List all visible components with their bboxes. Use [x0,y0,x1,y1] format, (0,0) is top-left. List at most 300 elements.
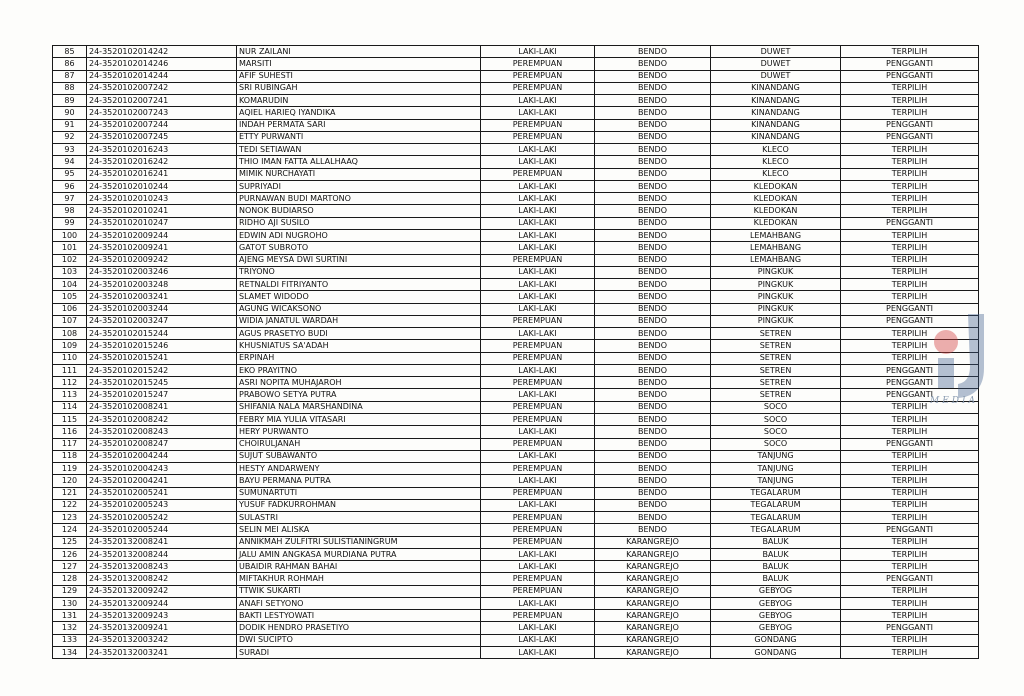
gender-cell: LAKI-LAKI [481,229,595,241]
row-number-cell: 125 [53,536,87,548]
member-table [52,45,979,659]
registration-id-cell: 24-3520102008242 [87,413,237,425]
registration-id-cell: 24-3520102005241 [87,487,237,499]
member-name-cell: SUMUNARTUTI [237,487,481,499]
district-cell: KARANGREJO [595,610,711,622]
member-name-cell: NONOK BUDIARSO [237,205,481,217]
district-cell: BENDO [595,254,711,266]
member-name-cell: SLAMET WIDODO [237,291,481,303]
village-cell: DUWET [711,58,841,70]
member-name-cell: AQIEL HARIEQ IYANDIKA [237,107,481,119]
district-cell: KARANGREJO [595,597,711,609]
status-cell: TERPILIH [841,499,979,511]
row-number-cell: 111 [53,364,87,376]
gender-cell: PEREMPUAN [481,536,595,548]
gender-cell: LAKI-LAKI [481,499,595,511]
row-number-cell: 107 [53,315,87,327]
status-cell: TERPILIH [841,144,979,156]
gender-cell: LAKI-LAKI [481,548,595,560]
village-cell: SETREN [711,328,841,340]
gender-cell: PEREMPUAN [481,168,595,180]
row-number-cell: 98 [53,205,87,217]
status-cell: TERPILIH [841,82,979,94]
registration-id-cell: 24-3520102007245 [87,131,237,143]
watermark-text: MEDIA [930,396,979,406]
table-row [53,487,979,499]
registration-id-cell: 24-3520102015241 [87,352,237,364]
district-cell: BENDO [595,499,711,511]
status-cell: TERPILIH [841,597,979,609]
registration-id-cell: 24-3520102005244 [87,524,237,536]
row-number-cell: 85 [53,46,87,58]
member-name-cell: RIDHO AJI SUSILO [237,217,481,229]
member-name-cell: TTWIK SUKARTI [237,585,481,597]
registration-id-cell: 24-3520102015245 [87,377,237,389]
district-cell: KARANGREJO [595,573,711,585]
village-cell: KLEDOKAN [711,205,841,217]
table-row [53,315,979,327]
row-number-cell: 92 [53,131,87,143]
village-cell: KLECO [711,156,841,168]
gender-cell: LAKI-LAKI [481,450,595,462]
status-cell: TERPILIH [841,95,979,107]
status-cell: TERPILIH [841,107,979,119]
registration-id-cell: 24-3520102004243 [87,463,237,475]
row-number-cell: 105 [53,291,87,303]
row-number-cell: 87 [53,70,87,82]
member-name-cell: DWI SUCIPTO [237,634,481,646]
village-cell: DUWET [711,46,841,58]
registration-id-cell: 24-3520132009242 [87,585,237,597]
district-cell: BENDO [595,524,711,536]
row-number-cell: 129 [53,585,87,597]
table-row [53,364,979,376]
status-cell: TERPILIH [841,610,979,622]
member-name-cell: EKO PRAYITNO [237,364,481,376]
village-cell: SOCO [711,413,841,425]
registration-id-cell: 24-3520102016243 [87,144,237,156]
gender-cell: LAKI-LAKI [481,217,595,229]
village-cell: TEGALARUM [711,512,841,524]
village-cell: GONDANG [711,647,841,659]
village-cell: SOCO [711,401,841,413]
status-cell: PENGGANTI [841,622,979,634]
registration-id-cell: 24-3520102009242 [87,254,237,266]
village-cell: PINGKUK [711,291,841,303]
table-row [53,585,979,597]
registration-id-cell: 24-3520102003241 [87,291,237,303]
status-cell: TERPILIH [841,426,979,438]
row-number-cell: 127 [53,561,87,573]
table-row [53,266,979,278]
village-cell: TANJUNG [711,450,841,462]
village-cell: BALUK [711,573,841,585]
village-cell: GEBYOG [711,610,841,622]
member-name-cell: SUPRIYADI [237,180,481,192]
village-cell: KINANDANG [711,107,841,119]
village-cell: PINGKUK [711,279,841,291]
gender-cell: LAKI-LAKI [481,328,595,340]
gender-cell: LAKI-LAKI [481,156,595,168]
registration-id-cell: 24-3520102003248 [87,279,237,291]
gender-cell: PEREMPUAN [481,438,595,450]
table-row [53,58,979,70]
row-number-cell: 101 [53,242,87,254]
status-cell: TERPILIH [841,205,979,217]
status-cell: TERPILIH [841,450,979,462]
table-row [53,389,979,401]
village-cell: TEGALARUM [711,524,841,536]
district-cell: KARANGREJO [595,548,711,560]
gender-cell: PEREMPUAN [481,585,595,597]
row-number-cell: 108 [53,328,87,340]
village-cell: SETREN [711,377,841,389]
district-cell: BENDO [595,487,711,499]
member-name-cell: SRI RUBINGAH [237,82,481,94]
row-number-cell: 100 [53,229,87,241]
status-cell: TERPILIH [841,229,979,241]
table-row [53,450,979,462]
registration-id-cell: 24-3520102003246 [87,266,237,278]
member-name-cell: SUJUT SUBAWANTO [237,450,481,462]
table-row [53,499,979,511]
member-name-cell: SELIN MEI ALISKA [237,524,481,536]
gender-cell: LAKI-LAKI [481,597,595,609]
table-row [53,95,979,107]
district-cell: BENDO [595,475,711,487]
row-number-cell: 131 [53,610,87,622]
member-name-cell: CHOIRULJANAH [237,438,481,450]
status-cell: TERPILIH [841,328,979,340]
table-row [53,512,979,524]
row-number-cell: 124 [53,524,87,536]
registration-id-cell: 24-3520102014246 [87,58,237,70]
media-logo-watermark [928,306,998,406]
row-number-cell: 132 [53,622,87,634]
village-cell: SETREN [711,340,841,352]
gender-cell: LAKI-LAKI [481,205,595,217]
registration-id-cell: 24-3520102010243 [87,193,237,205]
district-cell: BENDO [595,229,711,241]
status-cell: TERPILIH [841,401,979,413]
member-name-cell: SULASTRI [237,512,481,524]
gender-cell: LAKI-LAKI [481,193,595,205]
village-cell: BALUK [711,548,841,560]
row-number-cell: 133 [53,634,87,646]
status-cell: PENGGANTI [841,377,979,389]
gender-cell: PEREMPUAN [481,58,595,70]
registration-id-cell: 24-3520102003244 [87,303,237,315]
district-cell: BENDO [595,82,711,94]
gender-cell: PEREMPUAN [481,254,595,266]
row-number-cell: 122 [53,499,87,511]
status-cell: PENGGANTI [841,70,979,82]
table-row [53,254,979,266]
status-cell: TERPILIH [841,254,979,266]
registration-id-cell: 24-3520102009241 [87,242,237,254]
member-name-cell: AGUS PRASETYO BUDI [237,328,481,340]
district-cell: BENDO [595,463,711,475]
district-cell: KARANGREJO [595,634,711,646]
district-cell: BENDO [595,303,711,315]
village-cell: KINANDANG [711,95,841,107]
member-name-cell: BAKTI LESTYOWATI [237,610,481,622]
registration-id-cell: 24-3520132008241 [87,536,237,548]
status-cell: TERPILIH [841,242,979,254]
member-name-cell: YUSUF FADKURROHMAN [237,499,481,511]
member-name-cell: KHUSNIATUS SA'ADAH [237,340,481,352]
village-cell: TANJUNG [711,463,841,475]
registration-id-cell: 24-3520102004241 [87,475,237,487]
status-cell: TERPILIH [841,352,979,364]
table-row [53,131,979,143]
table-row [53,180,979,192]
registration-id-cell: 24-3520132003242 [87,634,237,646]
row-number-cell: 96 [53,180,87,192]
status-cell: TERPILIH [841,585,979,597]
village-cell: PINGKUK [711,303,841,315]
gender-cell: LAKI-LAKI [481,107,595,119]
member-name-cell: JALU AMIN ANGKASA MURDIANA PUTRA [237,548,481,560]
gender-cell: PEREMPUAN [481,413,595,425]
status-cell: TERPILIH [841,46,979,58]
member-name-cell: UBAIDIR RAHMAN BAHAI [237,561,481,573]
district-cell: BENDO [595,266,711,278]
member-name-cell: ANAFI SETYONO [237,597,481,609]
table-row [53,463,979,475]
gender-cell: PEREMPUAN [481,340,595,352]
table-row [53,475,979,487]
member-name-cell: HERY PURWANTO [237,426,481,438]
village-cell: LEMAHBANG [711,229,841,241]
table-row [53,573,979,585]
village-cell: KINANDANG [711,82,841,94]
member-table-body [53,46,979,659]
village-cell: BALUK [711,561,841,573]
status-cell: TERPILIH [841,180,979,192]
member-name-cell: PRABOWO SETYA PUTRA [237,389,481,401]
member-name-cell: MIMIK NURCHAYATI [237,168,481,180]
registration-id-cell: 24-3520102010247 [87,217,237,229]
village-cell: KLEDOKAN [711,180,841,192]
row-number-cell: 90 [53,107,87,119]
row-number-cell: 95 [53,168,87,180]
status-cell: TERPILIH [841,156,979,168]
village-cell: GEBYOG [711,622,841,634]
gender-cell: PEREMPUAN [481,131,595,143]
table-row [53,291,979,303]
district-cell: BENDO [595,58,711,70]
row-number-cell: 117 [53,438,87,450]
gender-cell: LAKI-LAKI [481,279,595,291]
row-number-cell: 86 [53,58,87,70]
district-cell: BENDO [595,413,711,425]
registration-id-cell: 24-3520102015244 [87,328,237,340]
status-cell: PENGGANTI [841,524,979,536]
village-cell: TANJUNG [711,475,841,487]
row-number-cell: 114 [53,401,87,413]
row-number-cell: 110 [53,352,87,364]
member-name-cell: TEDI SETIAWAN [237,144,481,156]
row-number-cell: 97 [53,193,87,205]
row-number-cell: 102 [53,254,87,266]
table-row [53,622,979,634]
registration-id-cell: 24-3520132003241 [87,647,237,659]
status-cell: TERPILIH [841,512,979,524]
member-name-cell: MIFTAKHUR ROHMAH [237,573,481,585]
district-cell: BENDO [595,340,711,352]
gender-cell: PEREMPUAN [481,463,595,475]
status-cell: TERPILIH [841,413,979,425]
district-cell: BENDO [595,328,711,340]
row-number-cell: 119 [53,463,87,475]
district-cell: BENDO [595,107,711,119]
member-name-cell: PURNAWAN BUDI MARTONO [237,193,481,205]
status-cell: TERPILIH [841,340,979,352]
row-number-cell: 109 [53,340,87,352]
row-number-cell: 89 [53,95,87,107]
gender-cell: PEREMPUAN [481,82,595,94]
table-row [53,328,979,340]
member-name-cell: HESTY ANDARWENY [237,463,481,475]
district-cell: BENDO [595,131,711,143]
district-cell: BENDO [595,450,711,462]
district-cell: BENDO [595,512,711,524]
member-name-cell: AFIF SUHESTI [237,70,481,82]
table-row [53,413,979,425]
registration-id-cell: 24-3520132008242 [87,573,237,585]
row-number-cell: 112 [53,377,87,389]
gender-cell: LAKI-LAKI [481,634,595,646]
district-cell: BENDO [595,401,711,413]
row-number-cell: 88 [53,82,87,94]
gender-cell: PEREMPUAN [481,512,595,524]
gender-cell: LAKI-LAKI [481,647,595,659]
member-name-cell: MARSITI [237,58,481,70]
registration-id-cell: 24-3520102015246 [87,340,237,352]
row-number-cell: 93 [53,144,87,156]
district-cell: KARANGREJO [595,536,711,548]
village-cell: SETREN [711,352,841,364]
district-cell: BENDO [595,291,711,303]
row-number-cell: 116 [53,426,87,438]
gender-cell: LAKI-LAKI [481,242,595,254]
registration-id-cell: 24-3520102009244 [87,229,237,241]
status-cell: TERPILIH [841,279,979,291]
registration-id-cell: 24-3520102016242 [87,156,237,168]
district-cell: BENDO [595,156,711,168]
gender-cell: LAKI-LAKI [481,303,595,315]
row-number-cell: 91 [53,119,87,131]
status-cell: TERPILIH [841,647,979,659]
registration-id-cell: 24-3520132009244 [87,597,237,609]
member-name-cell: GATOT SUBROTO [237,242,481,254]
district-cell: BENDO [595,279,711,291]
status-cell: PENGGANTI [841,573,979,585]
status-cell: PENGGANTI [841,58,979,70]
village-cell: BALUK [711,536,841,548]
registration-id-cell: 24-3520102010244 [87,180,237,192]
district-cell: BENDO [595,144,711,156]
row-number-cell: 123 [53,512,87,524]
registration-id-cell: 24-3520102008247 [87,438,237,450]
registration-id-cell: 24-3520102007242 [87,82,237,94]
status-cell: TERPILIH [841,291,979,303]
district-cell: BENDO [595,352,711,364]
registration-id-cell: 24-3520132009243 [87,610,237,622]
member-name-cell: THIO IMAN FATTA ALLALHAAQ [237,156,481,168]
village-cell: KLEDOKAN [711,217,841,229]
registration-id-cell: 24-3520102008241 [87,401,237,413]
member-name-cell: DODIK HENDRO PRASETIYO [237,622,481,634]
district-cell: BENDO [595,95,711,107]
registration-id-cell: 24-3520102007244 [87,119,237,131]
district-cell: BENDO [595,438,711,450]
table-row [53,634,979,646]
member-name-cell: AJENG MEYSA DWI SURTINI [237,254,481,266]
gender-cell: LAKI-LAKI [481,622,595,634]
registration-id-cell: 24-3520102005243 [87,499,237,511]
member-name-cell: ERPINAH [237,352,481,364]
village-cell: GONDANG [711,634,841,646]
registration-id-cell: 24-3520102005242 [87,512,237,524]
gender-cell: LAKI-LAKI [481,389,595,401]
table-row [53,352,979,364]
registration-id-cell: 24-3520102015242 [87,364,237,376]
gender-cell: PEREMPUAN [481,377,595,389]
row-number-cell: 99 [53,217,87,229]
table-row [53,340,979,352]
table-row [53,217,979,229]
gender-cell: PEREMPUAN [481,610,595,622]
row-number-cell: 134 [53,647,87,659]
village-cell: SOCO [711,438,841,450]
registration-id-cell: 24-3520102007241 [87,95,237,107]
registration-id-cell: 24-3520132008244 [87,548,237,560]
row-number-cell: 104 [53,279,87,291]
table-row [53,156,979,168]
table-row [53,548,979,560]
row-number-cell: 128 [53,573,87,585]
village-cell: SETREN [711,389,841,401]
member-name-cell: WIDIA JANATUL WARDAH [237,315,481,327]
district-cell: BENDO [595,70,711,82]
village-cell: TEGALARUM [711,487,841,499]
registration-id-cell: 24-3520102014242 [87,46,237,58]
status-cell: TERPILIH [841,193,979,205]
table-row [53,70,979,82]
row-number-cell: 130 [53,597,87,609]
registration-id-cell: 24-3520102008243 [87,426,237,438]
table-row [53,561,979,573]
registration-id-cell: 24-3520102010241 [87,205,237,217]
table-row [53,82,979,94]
gender-cell: LAKI-LAKI [481,475,595,487]
village-cell: KLECO [711,144,841,156]
gender-cell: PEREMPUAN [481,315,595,327]
member-name-cell: ASRI NOPITA MUHAJAROH [237,377,481,389]
status-cell: TERPILIH [841,475,979,487]
district-cell: BENDO [595,119,711,131]
table-row [53,303,979,315]
registration-id-cell: 24-3520102014244 [87,70,237,82]
row-number-cell: 126 [53,548,87,560]
status-cell: TERPILIH [841,168,979,180]
gender-cell: PEREMPUAN [481,119,595,131]
member-name-cell: SURADI [237,647,481,659]
status-cell: TERPILIH [841,548,979,560]
gender-cell: PEREMPUAN [481,573,595,585]
